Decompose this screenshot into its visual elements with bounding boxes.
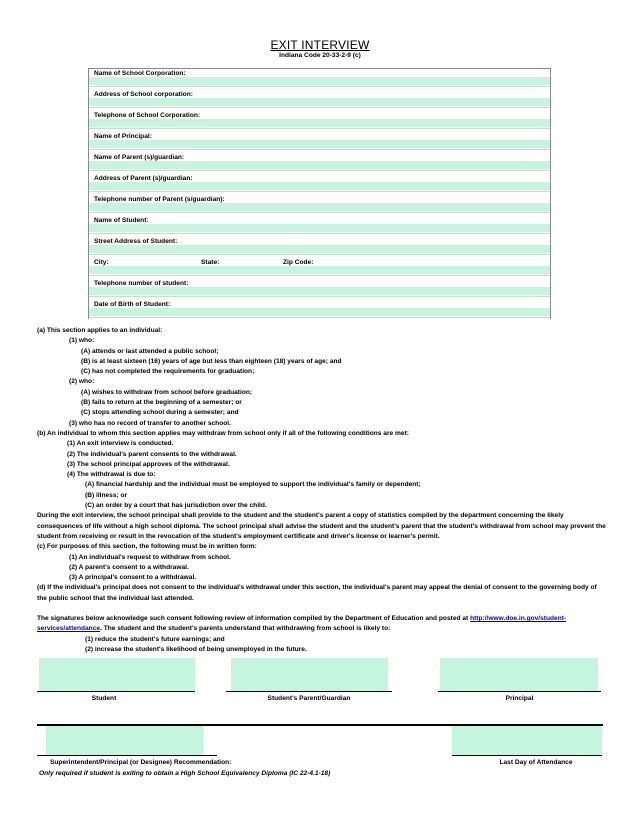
form-row: [89, 90, 550, 111]
statute-line: (3) The school principal approves of the withdrawal.: [67, 460, 230, 468]
principal-name-field[interactable]: [89, 140, 550, 148]
principal-signature-field[interactable]: [440, 658, 598, 691]
student-signature-field[interactable]: [39, 658, 195, 691]
form-row: [89, 237, 550, 258]
statute-line: (4) The withdrawal is due to:: [67, 471, 156, 479]
statute-line: (1) reduce the student's future earnings; and: [85, 635, 225, 643]
page-title: EXIT INTERVIEW: [270, 38, 370, 52]
last-day-of-attendance-field[interactable]: [452, 726, 602, 755]
statute-line: (B) illness; or: [85, 491, 128, 499]
statute-line: (2) The individual's parent consents to the withdrawal.: [67, 450, 237, 458]
acknowledgement-text-cont: . The student and the student's parents understand that withdrawing from school is likely to:: [100, 625, 391, 633]
statute-line: (B) fails to return at the beginning of a semester; or: [81, 399, 242, 407]
field-label: Name of School Corporation:: [94, 70, 186, 77]
parent-name-field[interactable]: [89, 161, 550, 169]
statute-line: (B) is at least sixteen (16) years of age but less than eighteen (18) years of age; and: [81, 357, 342, 365]
superintendent-recommendation-label: Superintendent/Principal (or Designee) Recommendation:: [50, 759, 232, 766]
form-row: [89, 279, 550, 300]
field-label: Name of Student:: [94, 217, 149, 224]
superintendent-signature-line: [37, 755, 217, 756]
statute-line: (C) has not completed the requirements for graduation;: [81, 368, 255, 376]
field-label: Date of Birth of Student:: [94, 301, 171, 308]
acknowledgement-text: The signatures below acknowledge such consent following review of information compiled by the Department of Education and posted at: [37, 615, 469, 623]
form-row: [89, 132, 550, 153]
student-signature-line: [37, 691, 195, 692]
field-label: Telephone of School Corporation:: [94, 112, 201, 119]
school-corporation-address-field[interactable]: [89, 98, 550, 106]
field-label: Name of Principal:: [94, 133, 152, 140]
form-row: [89, 111, 550, 132]
form-row: [89, 195, 550, 216]
student-info-form: [88, 68, 551, 319]
statute-line: (2) A parent's consent to a withdrawal.: [69, 563, 189, 571]
field-label: Telephone number of student:: [94, 280, 189, 287]
parent-address-field[interactable]: [89, 182, 550, 190]
statute-line: (3) A principal's consent to a withdrawal.: [69, 574, 197, 582]
parent-signature-line: [226, 691, 392, 692]
statute-line: (2) increase the student's likelihood of being unemployed in the future.: [85, 645, 307, 653]
field-label: Street Address of Student:: [94, 238, 178, 245]
field-label: Address of Parent (s)/guardian:: [94, 175, 193, 182]
student-name-field[interactable]: [89, 224, 550, 232]
doe-attendance-link[interactable]: http://www.doe.in.gov/student-services/attendance: [37, 615, 567, 633]
exit-interview-paragraph: During the exit interview, the school principal shall provide to the student and the student's parent a copy of statistics compiled by the department concerning the likely consequences of life without a high school diploma. The school principal shall advise the student and the student's parent that the student's withdrawal from school may prevent the student from receiving or result in the revocation of the student's employment certificate and driver's license or learner's permit.: [37, 512, 606, 540]
form-row: [89, 69, 550, 90]
acknowledgement-paragraph: [37, 614, 607, 635]
principal-signature-label: Principal: [505, 695, 534, 702]
state-label: State:: [201, 259, 220, 266]
student-signature-label: Student: [91, 695, 117, 702]
last-day-of-attendance-label: Last Day of Attendance: [499, 759, 573, 766]
school-corporation-phone-field[interactable]: [89, 119, 550, 127]
field-label: City:: [94, 259, 109, 266]
principal-signature-line: [438, 691, 601, 692]
statute-line: (A) financial hardship and the individual must be employed to support the individual's family or dependent;: [85, 481, 421, 489]
school-corporation-name-field[interactable]: [89, 77, 550, 85]
statute-line: (C) stops attending school during a semester; and: [81, 409, 239, 417]
statute-line: (1) An individual's request to withdraw from school.: [69, 553, 231, 561]
statute-line: (b) An individual to whom this section applies may withdraw from school only if all of the following conditions are met:: [37, 429, 409, 437]
form-row: [89, 300, 550, 321]
student-street-address-field[interactable]: [89, 245, 550, 253]
field-label: Name of Parent (s)/guardian:: [94, 154, 185, 161]
statute-line: (3) who has no record of transfer to another school.: [69, 419, 231, 427]
form-row: [89, 216, 550, 237]
superintendent-recommendation-field[interactable]: [46, 726, 203, 755]
student-phone-field[interactable]: [89, 287, 550, 295]
statute-text: [37, 326, 607, 655]
statute-line: (2) who:: [69, 378, 95, 386]
page-subtitle: Indiana Code 20-33-2-9 (c): [279, 52, 361, 59]
city-state-zip-field[interactable]: [89, 266, 550, 274]
field-label: Address of School corporation:: [94, 91, 193, 98]
parent-signature-label: Student's Parent/Guardian: [267, 695, 351, 702]
statute-line: (C) an order by a court that has jurisdiction over the child.: [85, 502, 267, 510]
statute-line: (a) This section applies to an individual:: [37, 327, 163, 334]
statute-line: (1) An exit interview is conducted.: [67, 440, 174, 448]
statute-line: (A) attends or last attended a public school;: [81, 347, 219, 355]
form-row: [89, 258, 550, 279]
zip-code-label: Zip Code:: [283, 259, 314, 266]
statute-line: (1) who:: [69, 337, 95, 345]
field-label: Telephone number of Parent (s/guardian):: [94, 196, 225, 203]
parent-phone-field[interactable]: [89, 203, 550, 211]
parent-signature-field[interactable]: [231, 658, 388, 691]
form-row: [89, 153, 550, 174]
appeal-paragraph: (d) If the individual's principal does not consent to the individual's withdrawal under this section, the individual's parent may appeal the denial of consent to the governing body of the public school that the individual last attended.: [37, 584, 597, 602]
form-row: [89, 174, 550, 195]
last-day-signature-line: [452, 755, 602, 756]
footnote: Only required if student is exiting to obtain a High School Equivalency Diploma (IC 22-4.1-18): [39, 770, 331, 777]
statute-line: (A) wishes to withdraw from school before graduation;: [81, 388, 253, 396]
statute-line: (c) For purposes of this section, the following must be in written form:: [37, 543, 257, 551]
student-birth-date-field[interactable]: [89, 308, 550, 316]
